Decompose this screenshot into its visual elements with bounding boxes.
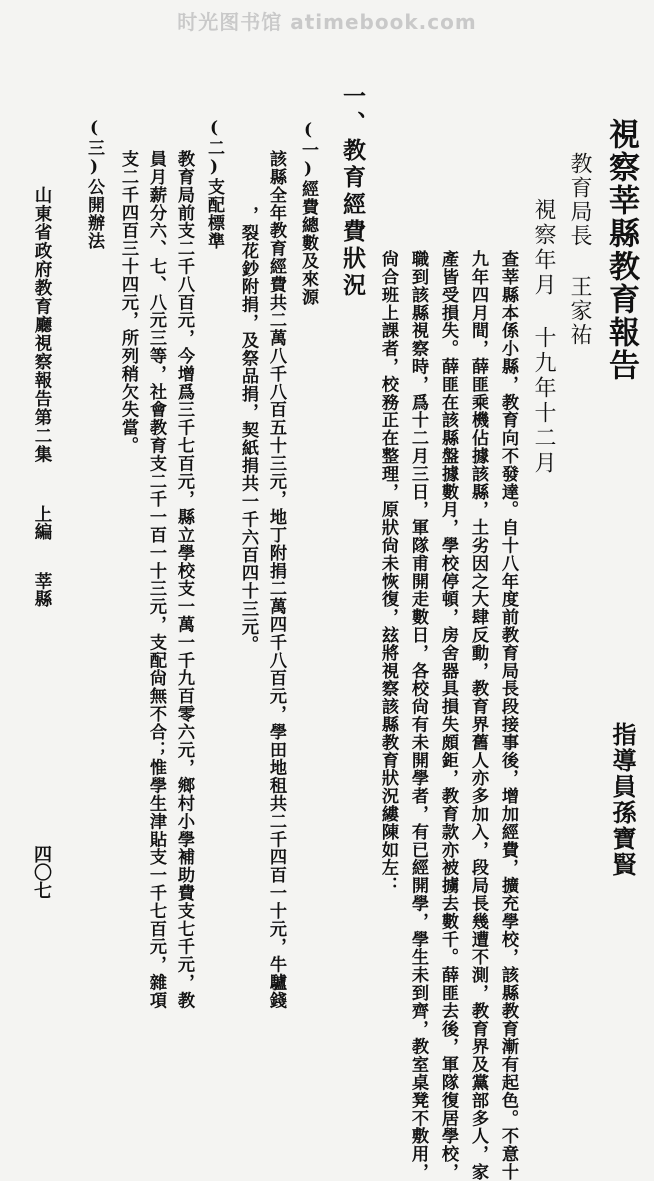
director-line: 教育局長 王家祐 — [567, 152, 592, 347]
publication-title: 山東省政府教育廳視察報告第二集 — [32, 186, 52, 464]
body-line: 該縣全年教育經費共二萬八千八百五十三元，地丁附捐二萬四千八百元，學田地租共二千四百一十元，牛驢錢 — [266, 150, 286, 1010]
report-title: 視察莘縣教育報告 — [603, 118, 639, 382]
body-line: 職到該縣視察時，爲十二月三日，軍隊甫開走數日，各校尙有未開學者，有已經開學，學生未到齊，教室桌凳不敷用， — [408, 250, 428, 1181]
volume-part: 上編 — [32, 505, 52, 540]
subsection-heading: (一)經費總數及來源 — [298, 120, 318, 306]
watermark: 时光图书馆 atimebook.com — [177, 10, 477, 34]
inspector-name: 指導員孫寶賢 — [608, 722, 637, 878]
section-heading: 一、教育經費狀況 — [339, 84, 366, 300]
inspection-date: 視察年月 十九年十二月 — [531, 198, 556, 476]
subsection-heading: (三)公開辦法 — [84, 118, 104, 250]
body-line: 支二千四百三十四元，所列稍欠失當。 — [118, 150, 138, 455]
body-line: 查莘縣本係小縣，教育向不發達。自十八年度前教育局長段接事後，增加經費，擴充學校，該縣教育漸有起色。不意十 — [498, 250, 518, 1181]
body-line: 九年四月間，薛匪乘機佔據該縣，土劣因之大肆反動，教育界舊人亦多加入，段局長幾遭不測，教育界及黨部多人，家 — [468, 250, 488, 1181]
subsection-heading: (二)支配標準 — [204, 118, 224, 250]
body-line: ，裂花鈔附捐，及祭品捐，契紙捐共一千六百四十三元。 — [238, 206, 258, 654]
county-name: 莘縣 — [32, 572, 52, 607]
body-line: 尙合班上課者，校務正在整理，原狀尙未恢復，玆將視察該縣教育狀況縷陳如左： — [378, 250, 398, 895]
body-line: 產皆受損失。薛匪在該縣盤據數月，學校停頓，房舍器具損失頗鉅，教育款亦被擄去數千。薛匪去後，軍隊復居學校， — [438, 250, 458, 1181]
body-line: 教育局前支二千八百元，今增爲三千七百元，縣立學校支一萬一千九百零六元，鄉村小學補助費支七千元，教 — [174, 150, 194, 1010]
page-number: 四〇七 — [31, 845, 52, 899]
body-line: 員月薪分六、七、八元三等，社會教育支二千一百一十三元，支配尙無不合；惟學生津貼支一千七百元，雜項 — [146, 150, 166, 1010]
